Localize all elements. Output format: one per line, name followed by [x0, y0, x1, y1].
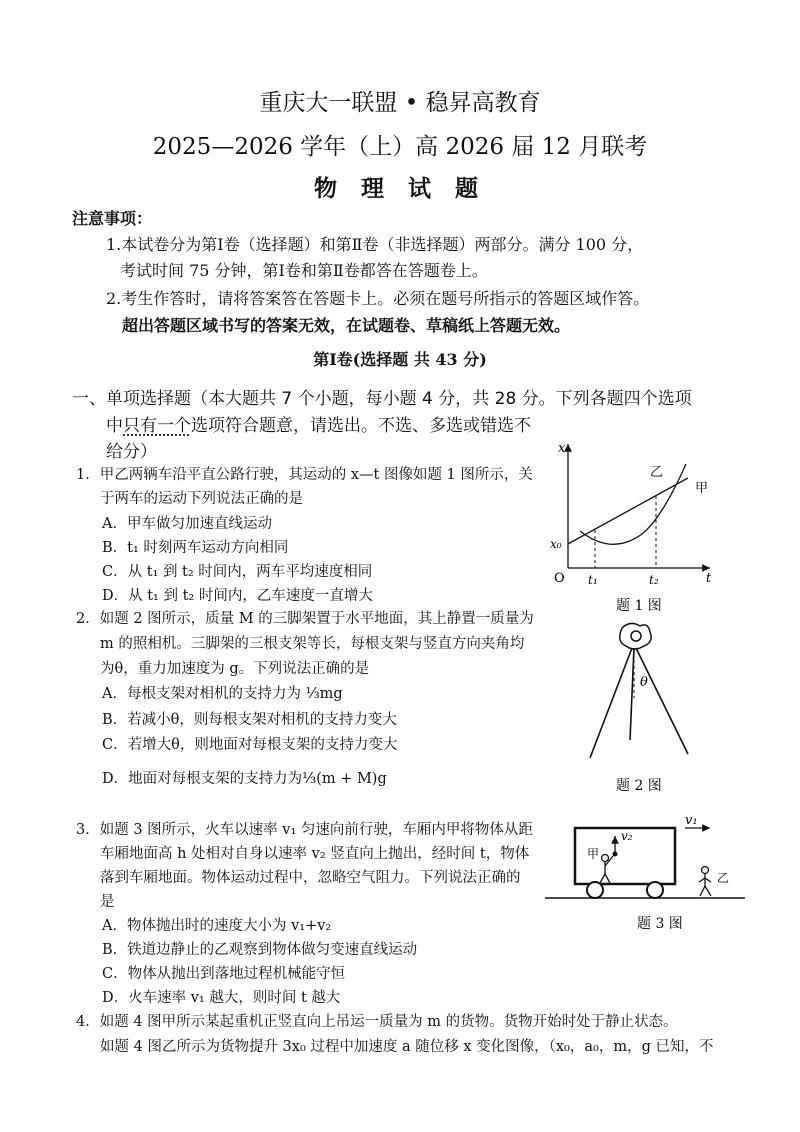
q1-option-a: A．甲车做匀加速直线运动: [102, 516, 272, 532]
q4-stem-line-1: 4．如题 4 图甲所示某起重机正竖直向上吊运一质量为 m 的货物。货物开始时处于静止状态。: [76, 1014, 678, 1030]
fig1-yi-label: 乙: [650, 465, 664, 480]
q3-stem-line-2: 车厢地面高 h 处相对自身以速率 v₂ 竖直向上抛出，经时间 t，物体: [100, 846, 530, 862]
q2-option-b: B．若减小θ，则每根支架对相机的支持力变大: [102, 712, 397, 728]
q2-option-a: A．每根支架对相机的支持力为 ⅓mg: [102, 686, 343, 702]
q3-stem-line-3: 落到车厢地面。物体运动过程中，忽略空气阻力。下列说法正确的: [100, 870, 521, 886]
jia-line: [568, 478, 688, 544]
q3-stem-line-4: 是: [100, 894, 115, 910]
q2-stem-line-2: m 的照相机。三脚架的三根支架等长，每根支架与竖直方向夹角均: [100, 636, 525, 652]
q3-option-a: A．物体抛出时的速度大小为 v₁+v₂: [102, 918, 332, 934]
q2-option-c: C．若增大θ，则地面对每根支架的支持力变大: [102, 737, 398, 753]
fig3-yi-label: 乙: [717, 871, 730, 885]
fig1-x0-label: x₀: [550, 537, 562, 551]
exam-session-title: 2025—2026 学年（上）高 2026 届 12 月联考: [152, 134, 648, 160]
q3-option-c: C．物体从抛出到落地过程机械能守恒: [102, 966, 346, 982]
notice-item-2-line-1: 2.考生作答时，请将答案答在答题卡上。必须在题号所指示的答题区域作答。: [106, 289, 650, 308]
exam-org-title: 重庆大一联盟 • 稳昇高教育: [259, 90, 541, 116]
q1-stem-line-1: 1．甲乙两辆车沿平直公路行驶，其运动的 x—t 图像如题 1 图所示，关: [76, 467, 533, 483]
q2-stem-line-1: 2．如题 2 图所示，质量 M 的三脚架置于水平地面，其上静置一质量为: [76, 611, 534, 627]
fig3-jia-label: 甲: [587, 847, 600, 861]
camera-icon: [620, 623, 651, 649]
q1-option-c: C．从 t₁ 到 t₂ 时间内，两车平均速度相同: [102, 564, 373, 580]
q1-option-b: B．t₁ 时刻两车运动方向相同: [102, 540, 289, 556]
person-yi-icon: [699, 867, 711, 897]
yi-curve: [580, 464, 686, 544]
section-title: 第Ⅰ卷(选择题 共 43 分): [313, 350, 487, 369]
fig1-origin-label: O: [554, 571, 565, 586]
fig1-t2-label: t₂: [649, 573, 659, 587]
q4-stem-line-2: 如题 4 图乙所示为货物提升 3x₀ 过程中加速度 a 随位移 x 变化图像，（x₀，a₀，m，g 已知，不: [100, 1039, 714, 1055]
person-jia-icon: [600, 855, 613, 884]
q3-option-d: D．火车速率 v₁ 越大，则时间 t 越大: [102, 990, 341, 1006]
figure-1-xt-graph: [550, 436, 720, 616]
train-wheel-right: [647, 882, 663, 898]
fig1-jia-label: 甲: [695, 481, 709, 496]
notice-item-1-line-2: 考试时间 75 分钟，第Ⅰ卷和第Ⅱ卷都答在答题卷上。: [120, 261, 488, 280]
train-wheel-left: [587, 882, 603, 898]
part1-heading-line-3: 给分）: [106, 442, 157, 462]
tripod-leg-middle: [630, 648, 634, 740]
part1-heading-line-1: 一、单项选择题（本大题共 7 个小题，每小题 4 分，共 28 分。下列各题四个选项: [72, 389, 692, 409]
fig1-t1-label: t₁: [588, 573, 598, 587]
q3-option-b: B．铁道边静止的乙观察到物体做匀变速直线运动: [102, 942, 418, 958]
tripod-leg-right: [636, 648, 688, 754]
emphasis-only-one: 只有一个: [123, 416, 191, 436]
figure-3-train: [545, 814, 745, 942]
tripod-leg-left: [590, 648, 632, 758]
q3-stem-line-1: 3．如题 3 图所示，火车以速率 v₁ 匀速向前行驶，车厢内甲将物体从距: [76, 822, 533, 838]
fig2-theta-label: θ: [640, 675, 648, 690]
q2-option-d: D．地面对每根支架的支持力为⅓(m + M)g: [102, 771, 387, 787]
q1-option-d: D．从 t₁ 到 t₂ 时间内，乙车速度一直增大: [102, 588, 373, 604]
fig1-axis-x-label: x: [558, 441, 566, 456]
fig3-v2-label: v₂: [621, 829, 633, 843]
notice-item-2-line-2: 超出答题区域书写的答案无效，在试题卷、草稿纸上答题无效。: [122, 316, 571, 335]
fig1-axis-t-label: t: [706, 571, 712, 586]
fig3-caption: 题 3 图: [637, 916, 683, 932]
subject-title: 物 理 试 题: [313, 175, 487, 202]
fig3-v1-label: v₁: [685, 814, 698, 828]
fig1-caption: 题 1 图: [616, 598, 662, 614]
figure-2-tripod: [570, 618, 710, 798]
part1-heading-line-2: 中只有一个选项符合题意，请选出。不选、多选或错选不: [106, 416, 531, 436]
notice-heading: 注意事项：: [72, 209, 153, 228]
q1-stem-line-2: 于两车的运动下列说法正确的是: [100, 491, 303, 507]
fig2-caption: 题 2 图: [616, 778, 662, 794]
q2-stem-line-3: 为θ，重力加速度为 g。下列说法正确的是: [100, 661, 370, 677]
notice-item-1-line-1: 1.本试卷分为第Ⅰ卷（选择题）和第Ⅱ卷（非选择题）两部分。满分 100 分，: [106, 235, 644, 254]
